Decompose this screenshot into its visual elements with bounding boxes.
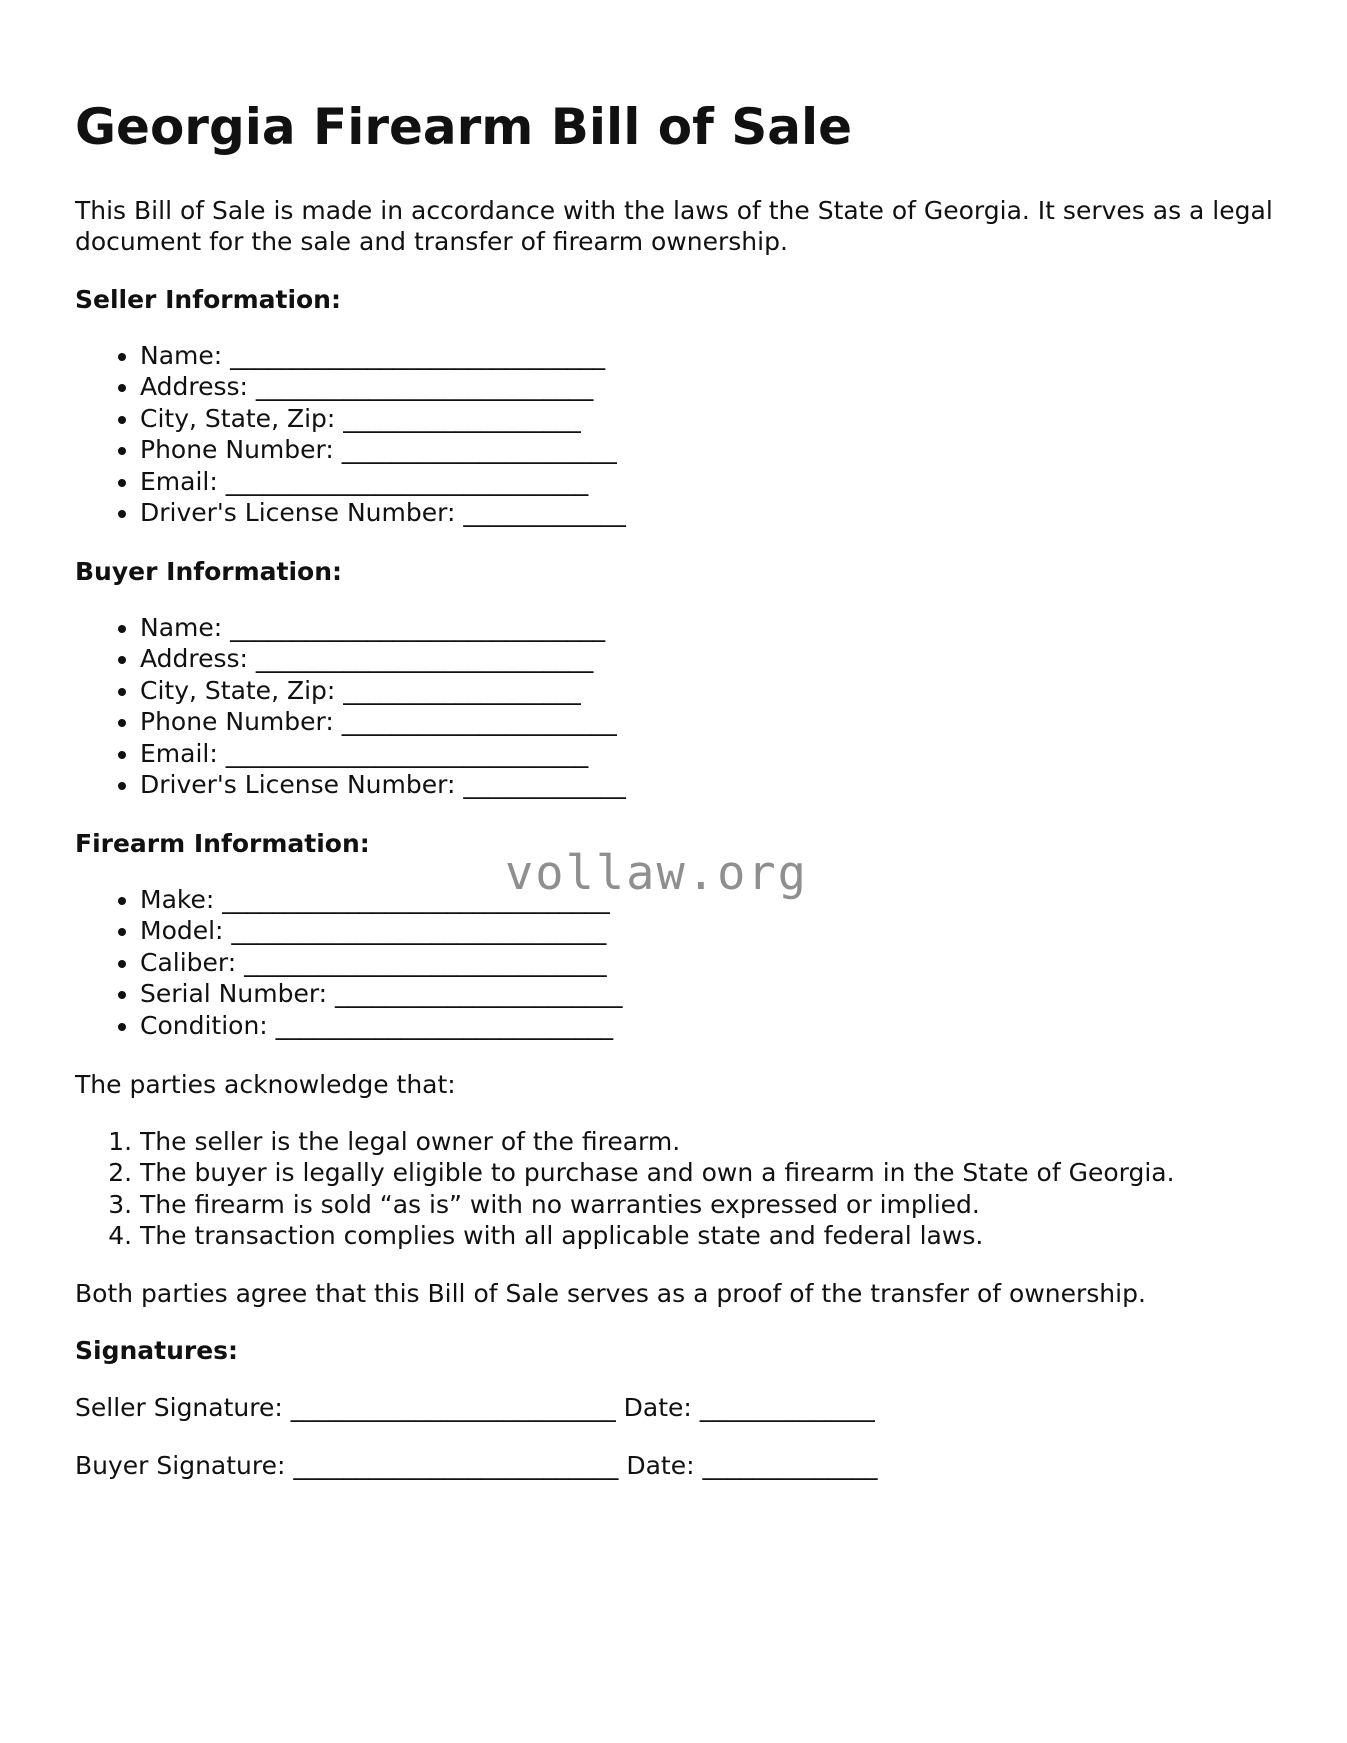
seller-name-field: • Name: ______________________________ — [140, 340, 626, 371]
firearm-make-field: • Make: _______________________________ — [140, 884, 623, 915]
firearm-fields-list — [75, 884, 623, 1041]
seller-heading: Seller Information: — [75, 285, 341, 314]
seller-email-field: • Email: _____________________________ — [140, 466, 626, 497]
firearm-serial-field: • Serial Number: _______________________ — [140, 978, 623, 1009]
agreement-paragraph: Both parties agree that this Bill of Sale serves as a proof of the transfer of ownership. — [75, 1279, 1146, 1308]
acknowledgement-list — [75, 1126, 1175, 1252]
seller-license-field: • Driver's License Number: _____________ — [140, 497, 626, 528]
firearm-condition-field: • Condition: ___________________________ — [140, 1010, 623, 1041]
buyer-fields-list — [75, 612, 626, 800]
buyer-city-state-zip-field: • City, State, Zip: ___________________ — [140, 675, 626, 706]
seller-phone-field: • Phone Number: ______________________ — [140, 434, 626, 465]
document-title: Georgia Firearm Bill of Sale — [75, 98, 853, 156]
acknowledgement-item: 1. The seller is the legal owner of the firearm. — [140, 1126, 1175, 1157]
intro-paragraph: This Bill of Sale is made in accordance with the laws of the State of Georgia. It serves as a legal document for the sale and transfer of firearm ownership. — [75, 196, 1273, 256]
seller-address-field: • Address: ___________________________ — [140, 371, 626, 402]
firearm-model-field: • Model: ______________________________ — [140, 915, 623, 946]
seller-signature-line: Seller Signature: __________________________ Date: ______________ — [75, 1393, 875, 1422]
seller-fields-list — [75, 340, 626, 528]
buyer-phone-field: • Phone Number: ______________________ — [140, 706, 626, 737]
buyer-email-field: • Email: _____________________________ — [140, 738, 626, 769]
firearm-caliber-field: • Caliber: _____________________________ — [140, 947, 623, 978]
seller-city-state-zip-field: • City, State, Zip: ___________________ — [140, 403, 626, 434]
watermark-text: vollaw.org — [505, 846, 808, 901]
buyer-heading: Buyer Information: — [75, 557, 343, 586]
acknowledgement-item: 2. The buyer is legally eligible to purchase and own a firearm in the State of Georgia. — [140, 1157, 1175, 1188]
acknowledgement-item: 4. The transaction complies with all applicable state and federal laws. — [140, 1220, 1175, 1251]
buyer-signature-line: Buyer Signature: __________________________ Date: ______________ — [75, 1451, 878, 1480]
acknowledgement-item: 3. The firearm is sold “as is” with no warranties expressed or implied. — [140, 1189, 1175, 1220]
buyer-address-field: • Address: ___________________________ — [140, 643, 626, 674]
buyer-license-field: • Driver's License Number: _____________ — [140, 769, 626, 800]
acknowledgement-intro: The parties acknowledge that: — [75, 1070, 456, 1099]
buyer-name-field: • Name: ______________________________ — [140, 612, 626, 643]
signatures-heading: Signatures: — [75, 1336, 239, 1365]
firearm-heading: Firearm Information: — [75, 829, 370, 858]
